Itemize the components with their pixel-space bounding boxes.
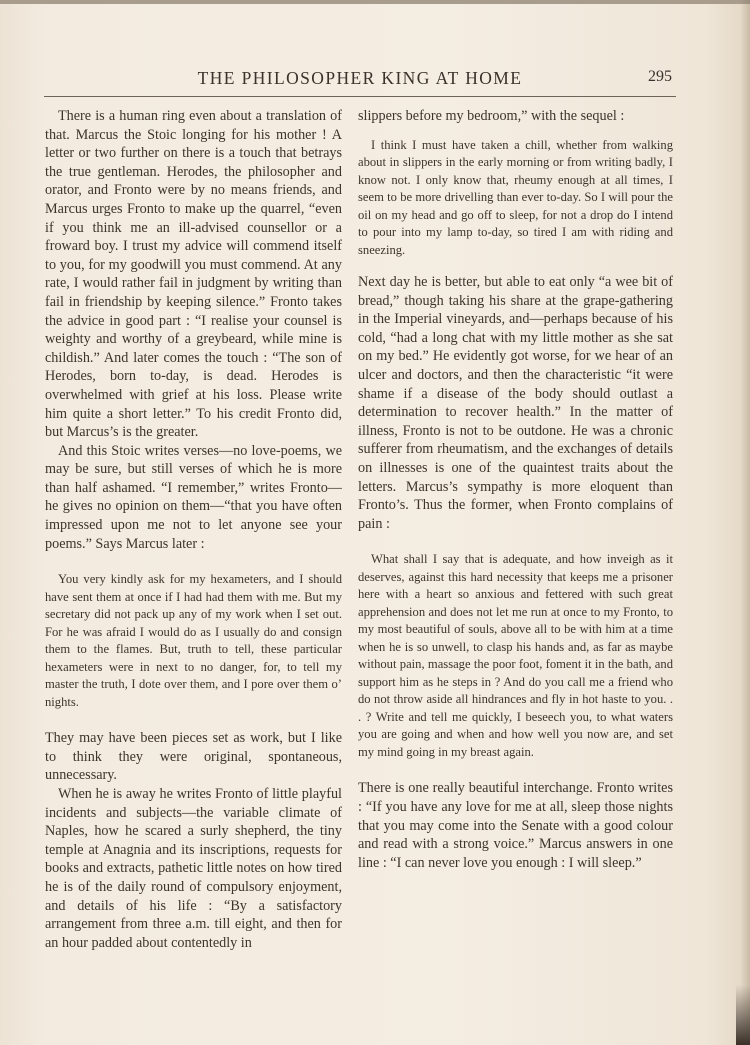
left-column	[45, 107, 342, 952]
paragraph: slippers before my bedroom,” with the sequel :	[358, 108, 625, 124]
block-quote: What shall I say that is adequate, and how inveigh as it deserves, against this hard necessity that keeps me a prisoner here with a heart so anxious and fettered with such great apprehension and does not let me run at once to my Fronto, to my most beautiful of souls, above all to be with him at a time when he is so unwell, to clasp his hands and, as far as maybe without pain, massage the poor foot, foment it in the bath, and support him as he steps in ? And do you call me a friend who do not throw aside all hindrances and fly in hot haste to you. . . ? Write and tell me quickly, I beseech you, to what waters you are going and when and how well you now are, and set my mind going in my breast again.	[358, 552, 673, 759]
paragraph: When he is away he writes Fronto of little playful incidents and subjects—the variable climate of Naples, how he scared a surly shepherd, the tiny temple at Anagnia and its inscriptions, requests for books and extracts, pathetic little notes on how tired he is of the daily round of compulsory enjoyment, and details of his life : “By a satisfactory arrangement from three a.m. till eight, and then for an hour padded about contentedly in	[45, 786, 342, 951]
block-quote: You very kindly ask for my hexameters, and I should have sent them at once if I had had them with me. But my secretary did not pack up any of my work when I set out. For he was afraid I would do as I usually do and consign them to the flames. But, truth to tell, these particular hexameters were in next to no danger, for, to tell my master the truth, I dote over them, and I pore over them o’ nights.	[45, 572, 342, 709]
running-title: THE PHILOSOPHER KING AT HOME	[197, 68, 523, 88]
paragraph: There is one really beautiful interchange. Fronto writes : “If you have any love for me at all, sleep those nights that you may come into the Senate with a good colour and read with a strong voice.” Marcus answers in one line : “I can never love you enough : I will sleep.”	[358, 780, 673, 871]
paragraph: There is a human ring even about a translation of that. Marcus the Stoic longing for his mother ! A letter or two further on there is a touch that betrays the true gentleman. Herodes, the philosopher and orator, and Fronto were by no means friends, and Marcus urges Fronto to make up the quarrel, “even if you think me an ill-advised counsellor or a froward boy. I trust my advice will commend itself to you, for my goodwill you must commend. At any rate, I would rather fail in judgment by writing than fail in friendship by keeping silence.” Fronto takes the advice in good part : “I realise your counsel is weighty and worthy of a greybeard, while mine is childish.” And later comes the touch : “The son of Herodes, born to-day, is dead. Herodes is overwhelmed with grief at his loss. Please write him quite a short letter.” To his credit Fronto did, but Marcus’s is the greater.	[45, 108, 342, 441]
page-top-edge	[0, 0, 750, 4]
page-gutter-shadow	[740, 0, 750, 1045]
paragraph: They may have been pieces set as work, but I like to think they were original, spontaneous, unnecessary.	[45, 730, 342, 784]
block-quote: I think I must have taken a chill, whether from walking about in slippers in the early morning or from writing badly, I know not. I only know that, rheumy enough at all times, I seem to be more drivelling than ever to-day. So I will pour the oil on my head and go off to sleep, for not a drop do I intend to pour into my lamp to-day, so tired I am with riding and sneezing.	[358, 137, 673, 257]
paragraph: Next day he is better, but able to eat only “a wee bit of bread,” though taking his share at the grape-gathering in the Imperial vineyards, and—perhaps because of his cold, “had a long chat with my little mother as she sat on my bed.” He evidently got worse, for we hear of an ulcer and doctors, and then the characteristic “it were shame if a disease of the body should outlast a determination to recover health.” In the matter of illness, Fronto is not to be outdone. He was a chronic sufferer from rheumatism, and the exchanges of details on illnesses is one of the quaintest traits about the letters. Marcus’s sympathy is more eloquent than Fronto’s. Thus the former, when Fronto complains of pain :	[358, 274, 673, 532]
page-header	[44, 62, 676, 97]
page-number: 295	[648, 68, 672, 85]
page-corner-shadow	[736, 985, 750, 1045]
right-column	[358, 107, 673, 872]
paragraph: And this Stoic writes verses—no love-poems, we may be sure, but still verses of which he is more than half ashamed. “I remember,” writes Fronto—he gives no opinion on them—“that you have often impressed upon me not to let anyone see your poems.” Says Marcus later :	[45, 442, 342, 552]
